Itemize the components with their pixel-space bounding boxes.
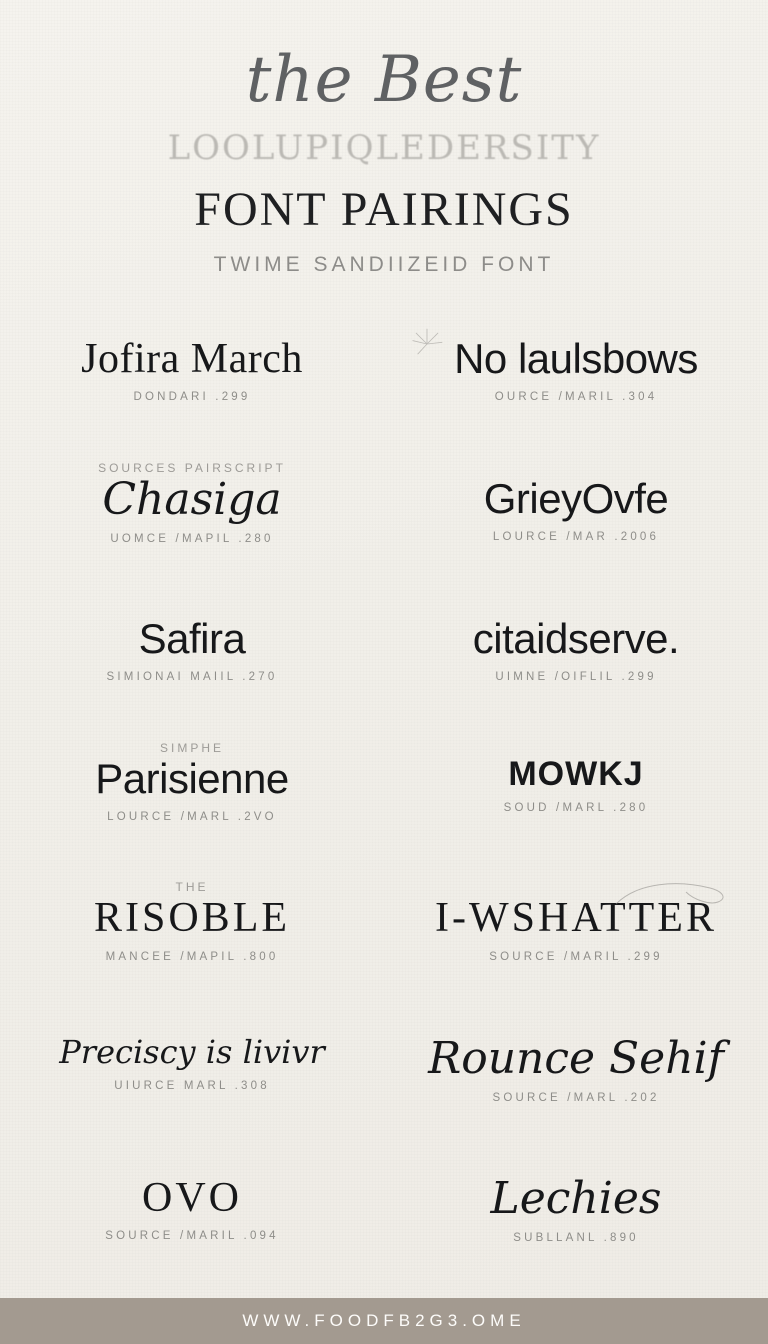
list-item xyxy=(0,459,384,545)
pair-display-name: Chasiga xyxy=(102,473,282,525)
pair-caption: OURCE /MARIL .304 xyxy=(494,391,658,404)
pair-caption: SOURCE /MARL .202 xyxy=(492,1092,660,1105)
list-item xyxy=(0,878,384,962)
poster-header xyxy=(0,0,768,277)
pair-display-name: RISOBLE xyxy=(93,895,290,942)
pair-caption: LOURCE /MARL .2VO xyxy=(107,810,277,823)
list-item xyxy=(0,319,384,403)
pair-top-label xyxy=(402,601,750,615)
list-item xyxy=(384,1018,768,1104)
list-item xyxy=(384,599,768,683)
pair-display-name: OVO xyxy=(142,1175,242,1222)
pair-caption: UIURCE MARL .308 xyxy=(114,1079,270,1092)
pair-display-name: Lechies xyxy=(490,1173,662,1225)
pair-display-name: Rounce Sehif xyxy=(428,1033,724,1085)
pair-caption: UIMNE /OIFLIL .299 xyxy=(495,670,657,683)
pair-display-name: Safira xyxy=(138,614,246,662)
pair-caption: SOURCE /MARIL .299 xyxy=(489,950,663,963)
pair-display-name: MOWKJ xyxy=(508,754,644,793)
footer-url: WWW.FOODFB2G3.OME xyxy=(242,1311,526,1330)
pair-caption: SIMIONAI MAIIL .270 xyxy=(106,670,278,683)
pair-top-label xyxy=(18,601,366,615)
pair-caption: UOMCE /MAPIL .280 xyxy=(110,533,274,546)
list-item xyxy=(384,459,768,543)
swash-flourish-icon xyxy=(614,878,734,908)
pair-caption: MANCEE /MAPIL .800 xyxy=(105,950,279,963)
header-ghost-line: LOOLUPIQLEDERSITY xyxy=(167,128,601,168)
pair-top-label xyxy=(402,1160,750,1174)
pair-caption: LOURCE /MAR .2006 xyxy=(492,530,660,543)
pair-top-label xyxy=(402,741,750,755)
list-item xyxy=(0,599,384,683)
pair-display-name: Jofira March xyxy=(81,336,303,382)
sparkle-icon xyxy=(410,327,444,361)
pair-top-label xyxy=(402,321,750,335)
pair-caption: DONDARI .299 xyxy=(133,391,251,404)
list-item xyxy=(0,739,384,823)
pair-display-name: No laulsbows xyxy=(454,335,698,382)
list-item xyxy=(0,1158,384,1242)
list-item xyxy=(384,319,768,403)
pair-top-label xyxy=(402,1020,750,1034)
pair-top-label: SOURCES PAIRSCRIPT xyxy=(98,460,286,475)
pair-top-label xyxy=(18,1020,366,1034)
list-item xyxy=(384,1158,768,1244)
pair-display-name: GrieyOvfe xyxy=(483,474,669,522)
pair-top-label: THE xyxy=(175,880,209,895)
pair-top-label xyxy=(402,461,750,475)
header-script-line: the Best xyxy=(245,43,523,117)
pair-caption: SOUD /MARL .280 xyxy=(503,802,649,815)
pair-top-label xyxy=(18,321,366,335)
list-item xyxy=(384,739,768,815)
pair-display-name: citaidserve. xyxy=(472,614,680,662)
page-title: FONT PAIRINGS xyxy=(194,183,574,236)
pair-caption: SUBLLANL .890 xyxy=(513,1232,639,1245)
list-item xyxy=(0,1018,384,1092)
pair-top-label xyxy=(18,1160,366,1174)
pair-display-name: I-WSHATTER xyxy=(435,895,717,942)
pair-display-name: Preciscy is livivr xyxy=(59,1033,325,1072)
font-pair-grid xyxy=(0,319,768,1298)
header-subtitle: TWIME SANDIIZEID FONT xyxy=(213,253,555,276)
pair-display-name: Parisienne xyxy=(95,754,289,802)
pair-top-label: SIMPHE xyxy=(159,740,224,755)
list-item xyxy=(384,878,768,962)
footer-band xyxy=(0,1298,768,1344)
pair-caption: SOURCE /MARIL .094 xyxy=(105,1230,279,1243)
